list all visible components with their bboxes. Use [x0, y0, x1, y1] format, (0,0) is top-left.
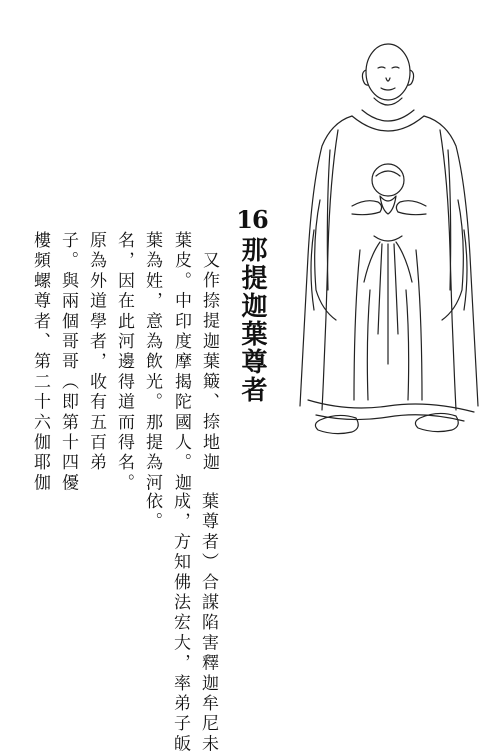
text-column-7: 樓頻螺尊者、第二十六伽耶伽: [30, 231, 50, 494]
text-column-8: 葉尊者）合謀陷害釋迦牟尼未: [198, 492, 218, 755]
text-column-2: 葉皮。中印度摩揭陀國人。迦: [171, 231, 191, 494]
text-column-4: 名，因在此河邊得道而得名。: [114, 231, 134, 494]
text-column-6: 子。與兩個哥哥（即第十四優: [58, 231, 78, 494]
text-column-5: 原為外道學者，收有五百弟: [86, 231, 106, 474]
title-block: [232, 206, 272, 426]
arhat-figure-drawing: [290, 30, 485, 440]
text-column-10: 依。: [142, 492, 162, 533]
arhat-illustration: [290, 30, 485, 440]
text-column-1: 又作捺提迦葉簸、捺地迦: [199, 251, 219, 474]
text-column-3: 葉為姓，意為飲光。那提為河: [142, 231, 162, 494]
text-column-9: 成，方知佛法宏大，率弟子皈: [170, 492, 190, 755]
title-name: 那提迦葉尊者: [237, 236, 267, 404]
title-number: 16: [236, 205, 268, 234]
